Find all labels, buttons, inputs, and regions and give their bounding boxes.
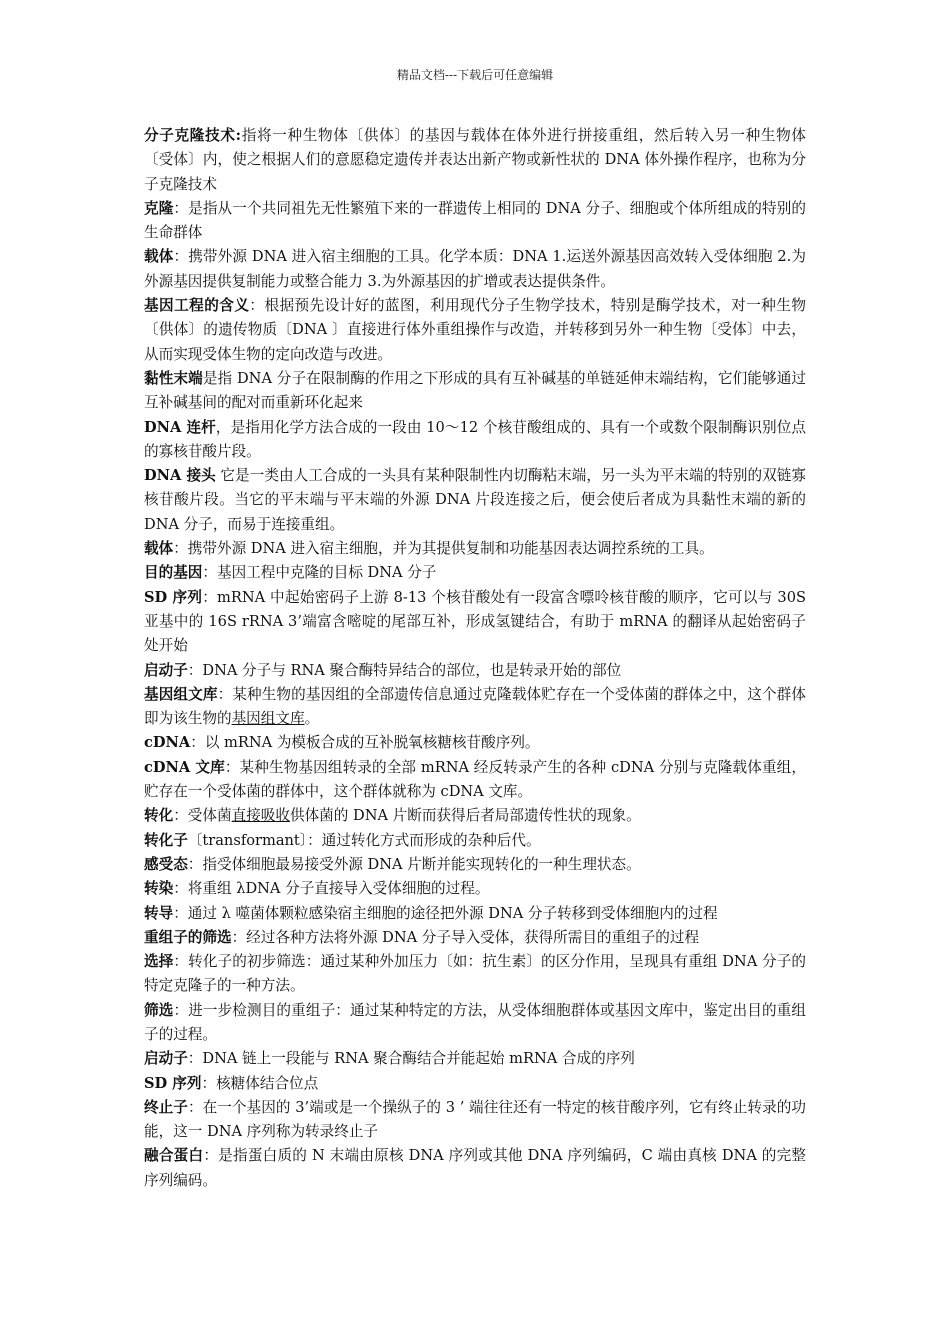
glossary-entry [144,124,806,197]
glossary-entry [144,416,806,465]
glossary-entry [144,950,806,999]
entry-term: 转化子 [144,831,188,849]
entry-body: ：转化子的初步筛选：通过某种外加压力〔如：抗生素〕的区分作用，呈现具有重组 DNA 分子的特定克隆子的一种方法。 [144,953,806,995]
entry-body: ：在一个基因的 3’端或是一个操纵子的 3 ’ 端往往还有一特定的核苷酸序列，它有终止转录的功能，这一 DNA 序列称为转录终止子 [144,1098,806,1141]
entry-body: 是指 DNA 分子在限制酶的作用之下形成的具有互补碱基的单链延伸末端结构，它们能够通过互补碱基间的配对而重新环化起来 [144,369,806,412]
glossary-entry [144,1144,806,1193]
glossary-entry [144,1047,806,1071]
entry-body: 指将一种生物体〔供体〕的基因与载体在体外进行拼接重组，然后转入另一种生物体〔受体〕内，使之根据人们的意愿稳定遗传并表达出新产物或新性状的 DNA 体外操作程序，也称为分子克隆技术 [144,127,806,193]
entry-term: 终止子 [144,1098,188,1116]
entry-term: 转化 [144,807,174,825]
glossary-content [144,124,806,1193]
entry-term: 转染 [144,880,174,898]
glossary-entry [144,902,806,926]
glossary-entry [144,659,806,683]
entry-term: 分子克隆技术: [144,127,242,144]
entry-body: ：DNA 分子与 RNA 聚合酶特异结合的部位，也是转录开始的部位 [187,661,622,679]
glossary-entry [144,367,806,416]
entry-body: 〔transformant〕：通过转化方式而形成的杂种后代。 [187,831,541,849]
entry-body: ：mRNA 中起始密码子上游 8-13 个核苷酸处有一段富含嘌呤核苷酸的顺序，它可以与 30S 亚基中的 16S rRNA 3’端富含嘧啶的尾部互补，形成氢键结合，有助于 mRNA 的翻译从起始密码子处开始 [144,588,806,655]
entry-body: ：经过各种方法将外源 DNA 分子导入受体，获得所需目的重组子的过程 [231,928,700,946]
entry-term: SD 序列 [144,1074,202,1092]
entry-term: 基因工程的含义 [144,297,250,315]
entry-term: 融合蛋白 [144,1147,204,1165]
entry-body: ：基因工程中克隆的目标 DNA 分子 [202,564,437,582]
entry-term: 重组子的筛选 [144,928,232,946]
entry-body: ：核糖体结合位点 [201,1074,319,1092]
glossary-entry [144,586,806,659]
glossary-entry [144,197,806,246]
glossary-entry [144,926,806,950]
entry-body: ：是指蛋白质的 N 末端由原核 DNA 序列或其他 DNA 序列编码，C 端由真核 DNA 的完整序列编码。 [144,1147,806,1189]
entry-body: 它是一类由人工合成的一头具有某种限制性内切酶粘末端，另一头为平末端的特别的双链寡核苷酸片段。当它的平末端与平末端的外源 DNA 片段连接之后，便会使后者成为具黏性末端的新的 DNA 分子，而易于连接重组。 [144,467,806,533]
entry-body: ：进一步检测目的重组子：通过某种特定的方法，从受体细胞群体或基因文库中，鉴定出目的重组子的过程。 [144,1001,806,1043]
entry-term: SD 序列 [144,588,203,606]
glossary-entry [144,561,806,585]
glossary-entry [144,853,806,877]
entry-body: ，是指用化学方法合成的一段由 10～12 个核苷酸组成的、具有一个或数个限制酶识别位点的寡核苷酸片段。 [144,418,806,460]
entry-term: cDNA [144,734,191,752]
entry-body: ：携带外源 DNA 进入宿主细胞的工具。化学本质：DNA 1.运送外源基因高效转入受体细胞 2.为外源基因提供复制能力或整合能力 3.为外源基因的扩增或表达提供条件。 [144,248,806,290]
entry-tail: 供体菌的 DNA 片断而获得后者局部遗传性状的现象。 [289,807,641,825]
glossary-entry [144,756,806,805]
glossary-entry [144,1072,806,1096]
glossary-entry [144,804,806,828]
entry-body: ：某种生物的基因组的全部遗传信息通过克隆载体贮存在一个受体菌的群体之中，这个群体即为该生物的 [144,685,806,728]
entry-term: 目的基因 [144,564,203,582]
entry-body: ：某种生物基因组转录的全部 mRNA 经反转录产生的各种 cDNA 分别与克隆载体重组，贮存在一个受体菌的群体中，这个群体就称为 cDNA 文库。 [144,758,806,801]
glossary-entry [144,731,806,755]
entry-body: ：指受体细胞最易接受外源 DNA 片断并能实现转化的一种生理状态。 [187,855,641,873]
glossary-entry [144,464,806,537]
entry-term: 启动子 [144,1050,188,1068]
entry-body: ：通过 λ 噬菌体颗粒感染宿主细胞的途径把外源 DNA 分子转移到受体细胞内的过程 [173,904,718,922]
glossary-entry [144,829,806,853]
glossary-entry [144,537,806,561]
entry-term: 基因组文库 [144,685,218,703]
entry-term: 转导 [144,904,174,922]
underlined-text: 直接吸收 [231,807,290,825]
entry-body: ：DNA 链上一段能与 RNA 聚合酶结合并能起始 mRNA 合成的序列 [187,1050,635,1068]
entry-body: ：根据预先设计好的蓝图，利用现代分子生物学技术，特别是酶学技术，对一种生物〔供体〕的遗传物质〔DNA 〕直接进行体外重组操作与改造，并转移到另外一种生物〔受体〕中去，从而实现受体生物的定向改造与改进。 [144,297,806,363]
entry-body: ：以 mRNA 为模板合成的互补脱氧核糖核苷酸序列。 [190,734,540,752]
glossary-entry [144,245,806,294]
entry-body: ：将重组 λDNA 分子直接导入受体细胞的过程。 [173,880,490,898]
entry-term: 黏性末端 [144,369,203,387]
entry-term: 选择 [144,953,174,971]
entry-term: 感受态 [144,855,188,873]
entry-term: cDNA 文库 [144,758,225,776]
entry-term: 克隆 [144,199,174,217]
entry-body: ：受体菌 [173,807,232,825]
entry-term: DNA 接头 [144,467,216,485]
glossary-entry [144,294,806,367]
entry-term: 筛选 [144,1001,174,1019]
entry-body: ：携带外源 DNA 进入宿主细胞，并为其提供复制和功能基因表达调控系统的工具。 [173,540,714,558]
underlined-text: 基因组文库 [231,710,305,728]
page-header: 精品文档---下载后可任意编辑 [396,68,554,82]
entry-term: DNA 连杆 [144,418,216,436]
entry-tail: 。 [304,710,320,728]
glossary-entry [144,1096,806,1145]
entry-body: ：是指从一个共同祖先无性繁殖下来的一群遗传上相同的 DNA 分子、细胞或个体所组成的特别的生命群体 [144,199,806,242]
glossary-entry [144,683,806,732]
entry-term: 载体 [144,248,174,266]
glossary-entry [144,877,806,901]
entry-term: 载体 [144,540,174,558]
entry-term: 启动子 [144,661,188,679]
glossary-entry [144,999,806,1048]
